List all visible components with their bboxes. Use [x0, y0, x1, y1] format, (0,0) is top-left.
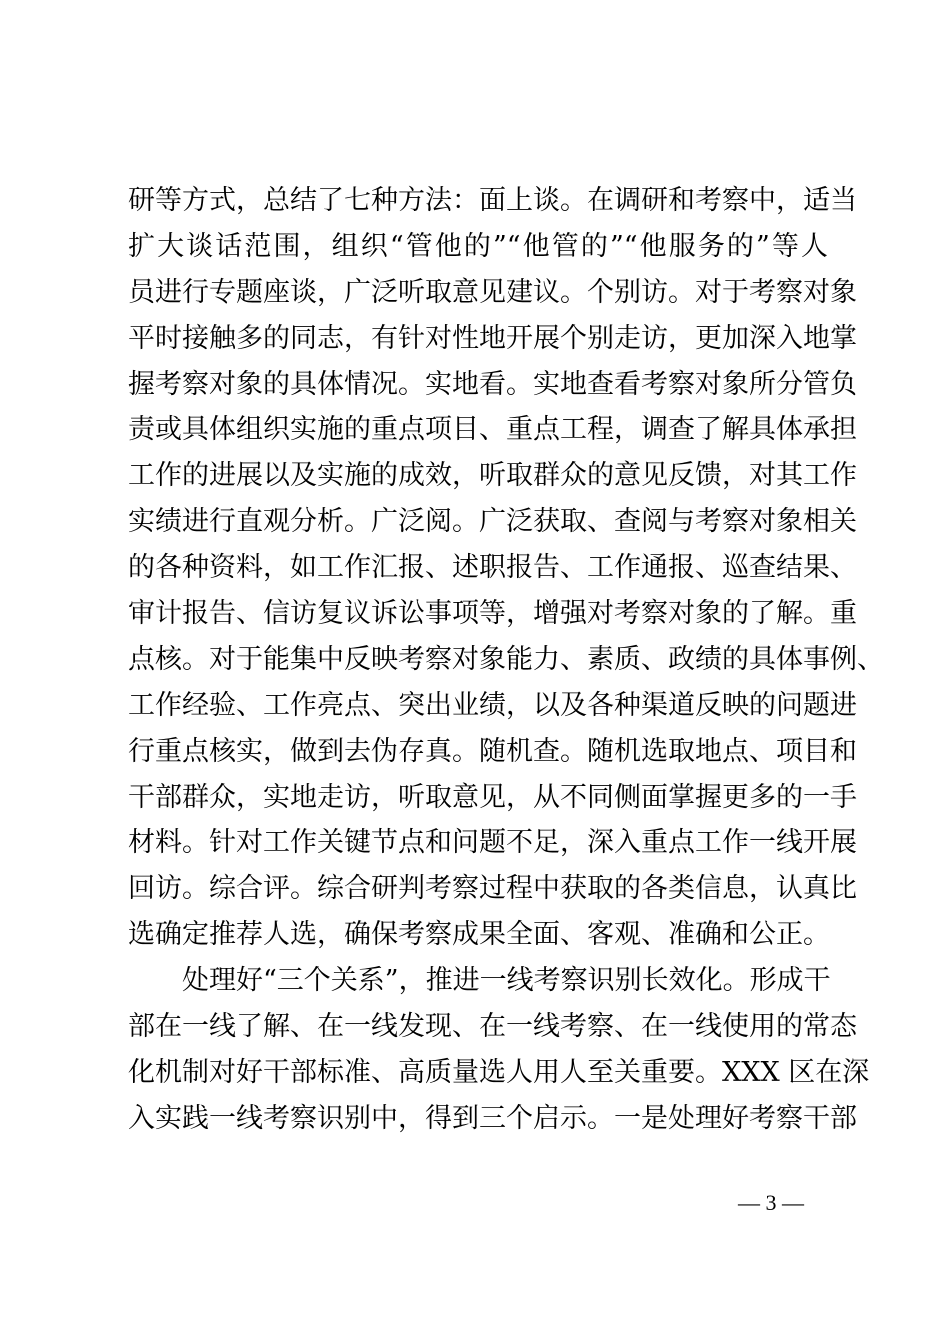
text-line: 的各种资料，如工作汇报、述职报告、工作通报、巡查结果、: [128, 552, 857, 584]
text-line: 扩大谈话范围，组织“管他的”“他管的”“他服务的”等人: [128, 230, 828, 262]
text-line: 责或具体组织实施的重点项目、重点工程，调查了解具体承担: [128, 414, 857, 446]
paragraph-1: [128, 178, 884, 958]
text-line: 实绩进行直观分析。广泛阅。广泛获取、查阅与考察对象相关: [128, 506, 857, 538]
text-line: 干部群众，实地走访，听取意见，从不同侧面掌握更多的一手: [128, 781, 857, 813]
text-line: 平时接触多的同志，有针对性地开展个别走访，更加深入地掌: [128, 322, 857, 354]
text-line: 员进行专题座谈，广泛听取意见建议。个别访。对于考察对象: [128, 276, 857, 308]
text-line: 工作的进展以及实施的成效，听取群众的意见反馈，对其工作: [128, 460, 857, 492]
text-line: 审计报告、信访复议诉讼事项等，增强对考察对象的了解。重: [128, 598, 857, 630]
paragraph-2: [128, 958, 870, 1142]
text-line: 处理好“三个关系”，推进一线考察识别长效化。形成干: [182, 965, 831, 997]
body-text: [128, 178, 884, 1142]
text-line: 点核。对于能集中反映考察对象能力、素质、政绩的具体事例、: [128, 643, 884, 675]
text-line: 入实践一线考察识别中，得到三个启示。一是处理好考察干部: [128, 1102, 857, 1134]
text-line: 化机制对好干部标准、高质量选人用人至关重要。XXX 区在深: [128, 1056, 870, 1088]
text-line: 研等方式，总结了七种方法：面上谈。在调研和考察中，适当: [128, 185, 857, 216]
text-line: 工作经验、工作亮点、突出业绩，以及各种渠道反映的问题进: [128, 689, 857, 721]
text-line: 材料。针对工作关键节点和问题不足，深入重点工作一线开展: [128, 827, 857, 859]
text-line: 部在一线了解、在一线发现、在一线考察、在一线使用的常态: [128, 1011, 857, 1043]
text-line: 行重点核实，做到去伪存真。随机查。随机选取地点、项目和: [128, 735, 857, 767]
text-line: 选确定推荐人选，确保考察成果全面、客观、准确和公正。: [128, 919, 830, 951]
text-line: 回访。综合评。综合研判考察过程中获取的各类信息，认真比: [128, 873, 857, 905]
text-line: 握考察对象的具体情况。实地看。实地查看考察对象所分管负: [128, 368, 857, 400]
page-number: — 3 —: [738, 1190, 804, 1215]
